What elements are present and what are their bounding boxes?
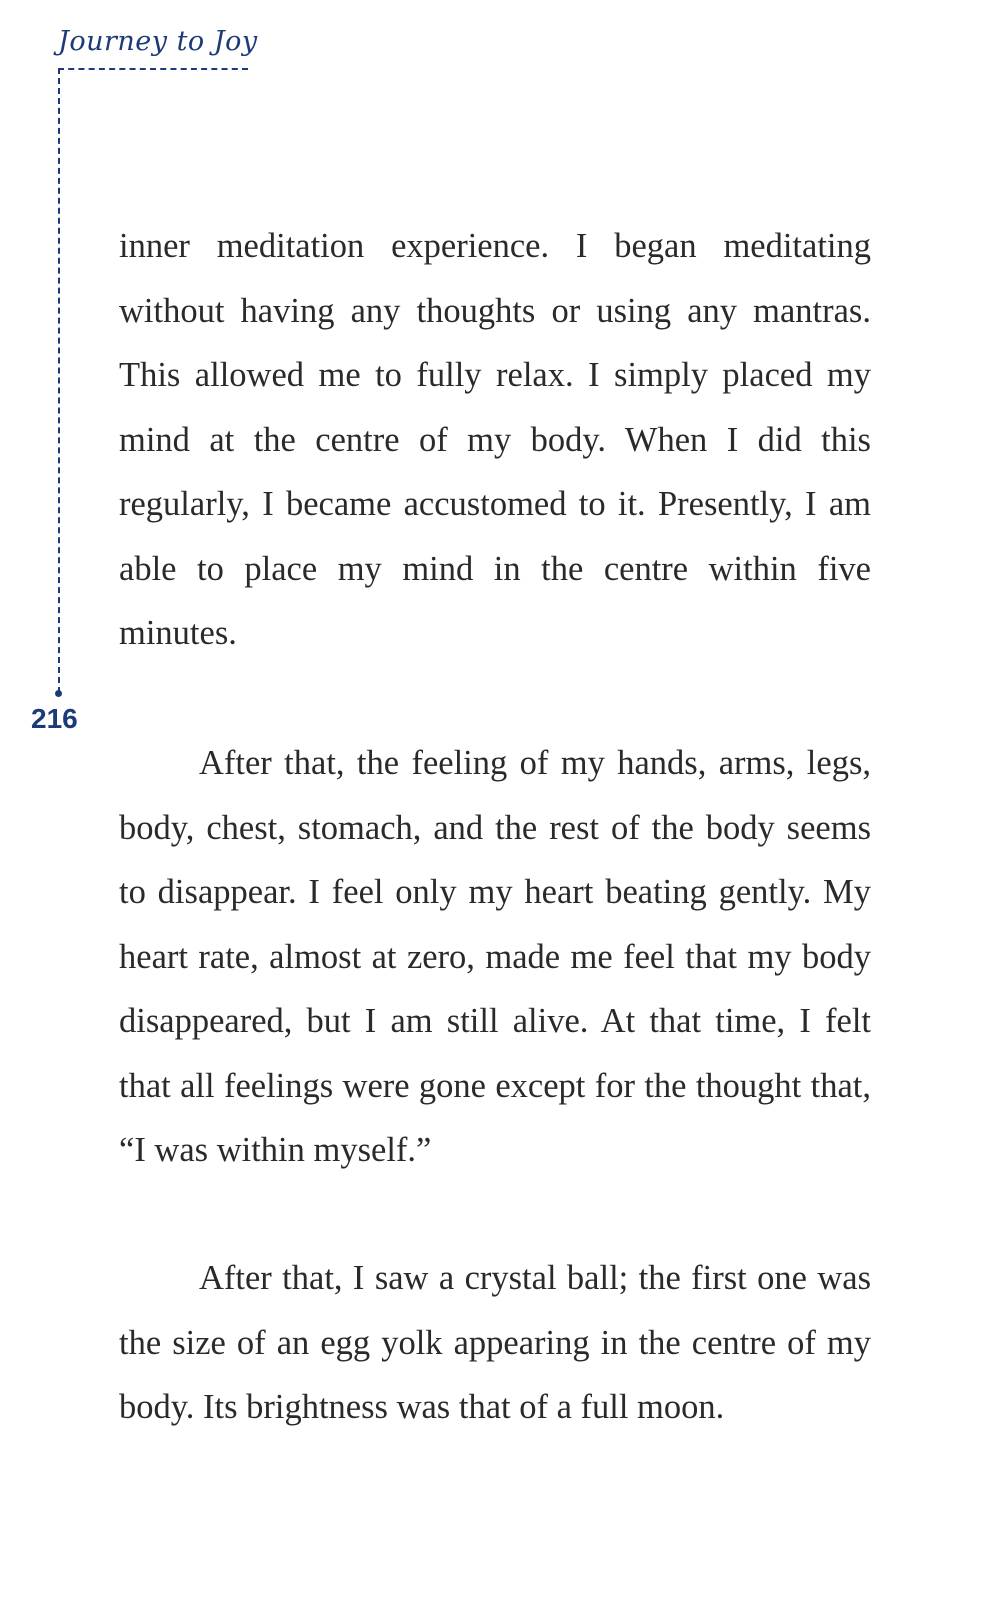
margin-rule-end-dot: [55, 690, 62, 697]
margin-dashed-rule: [58, 68, 60, 693]
body-paragraph-3: After that, I saw a crystal ball; the first one was the size of an egg yolk appearing in the centre of my body. Its brightness was that of a full moon.: [119, 1259, 871, 1426]
running-header-title: Journey to Joy: [58, 26, 258, 57]
page-number: 216: [31, 703, 78, 734]
body-paragraph-1: inner meditation experience. I began meditating without having any thoughts or using any mantras. This allowed me to fully relax. I simply placed my mind at the centre of my body. When I did this regularly, I became accustomed to it. Presently, I am able to place my mind in the centre within five minutes.: [119, 227, 871, 652]
body-paragraph-2: After that, the feeling of my hands, arms, legs, body, chest, stomach, and the rest of the body seems to disappear. I feel only my heart beating gently. My heart rate, almost at zero, made me feel that my body disappeared, but I am still alive. At that time, I felt that all feelings were gone except for the thought that, “I was within myself.”: [119, 744, 871, 1169]
header-dashed-rule: [58, 68, 248, 70]
